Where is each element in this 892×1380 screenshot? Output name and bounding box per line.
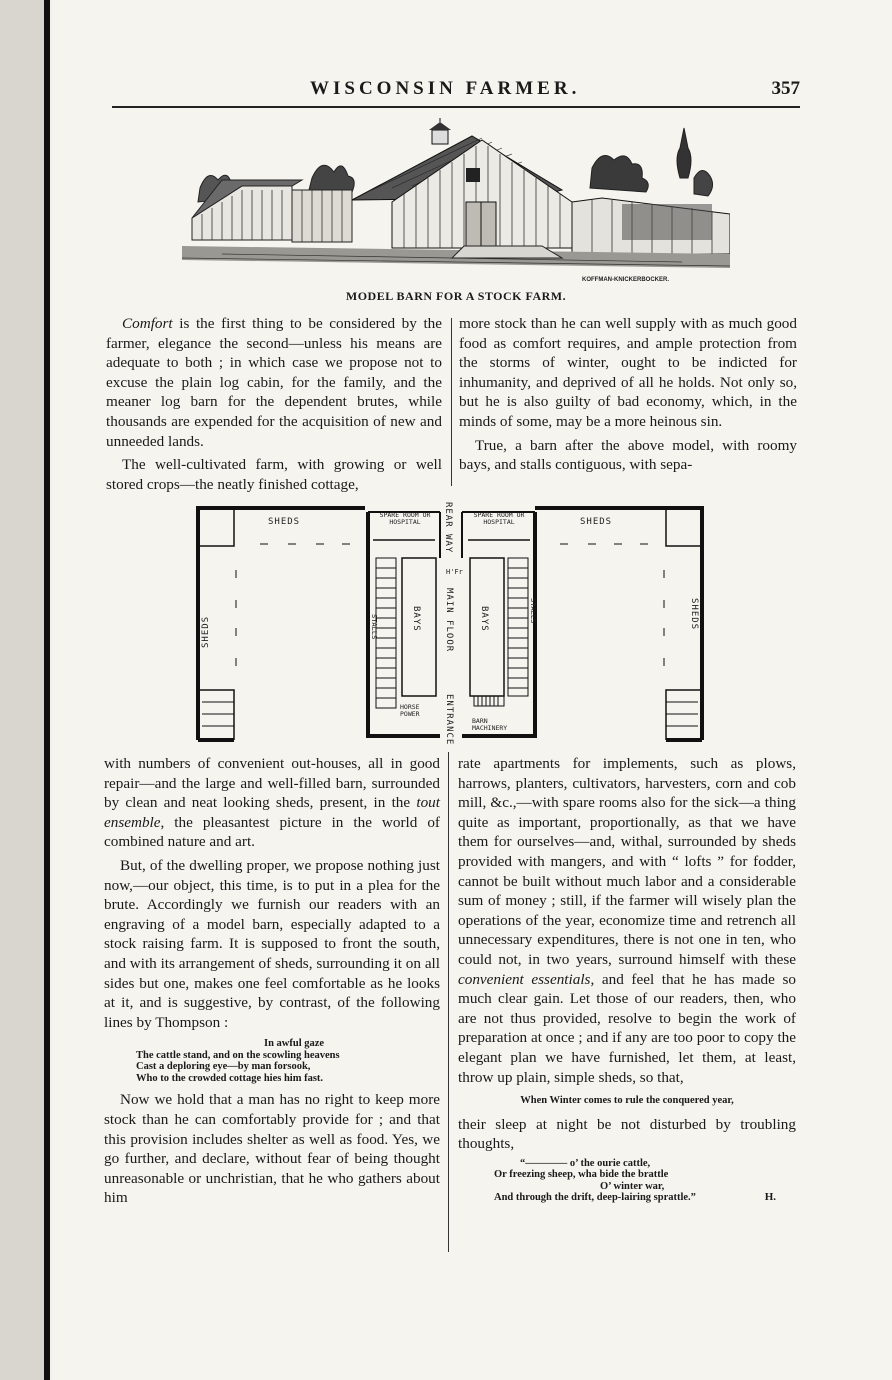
label-stalls-right: STALLS [529, 598, 537, 624]
poem-line [494, 1192, 796, 1204]
header-rule [112, 106, 800, 108]
poem-line: In awful gaze [264, 1038, 325, 1050]
paragraph: True, a barn after the above model, with roomy bays, and stalls contiguous, with sepa- [459, 436, 797, 474]
column-left-upper [106, 314, 442, 498]
paragraph-text: is the first thing to be considered by the farmer, elegance the second—unless his means are adequate to both ; in which case we propose not to excuse the plain log cabin, for the family, and the meaner log barn for the dependent brutes, while thousands are expended for the acquisition of new and unneeded lands. [106, 315, 442, 450]
poem-line: “———— o’ the ourie cattle, [520, 1157, 651, 1169]
poem-line: O’ winter war, [600, 1180, 665, 1192]
book-binding [0, 0, 46, 1380]
emphasis-comfort: Comfort [122, 315, 173, 332]
paragraph: Now we hold that a man has no right to keep more stock than he can comfortably provide for ; and that this provision includes shelter as well as food. Yes, we go further, and declare, without fear of being thought unreasonable or unchristian, that he who gathers about him [104, 1091, 440, 1207]
paragraph: their sleep at night be not disturbed by troubling thoughts, [458, 1115, 796, 1153]
emphasis-tout-ensemble: tout ensemble [104, 794, 440, 831]
paragraph: But, of the dwelling proper, we propose nothing just now,—our object, this time, is to put in a plea for the brute. Accordingly we furnish our readers with an engraving of a model barn, especially adapted to a stock raising farm. It is supposed to front the south, and with its arrangement of sheds, surrounding it on all sides but one, makes one feel comfortable as he looks at it, and is suggestive, by contrast, of the following lines by Thompson : [104, 856, 440, 1031]
barn-floor-plan [190, 498, 710, 748]
label-main-floor: MAIN FLOOR [444, 588, 454, 653]
paragraph-text: , the pleasantest picture in the world of combined nature and art. [104, 813, 440, 851]
poem-line-text: And through the drift, deep-lairing sprattle.” [494, 1192, 696, 1204]
label-spare-room-left: SPARE ROOM OR HOSPITAL [379, 512, 431, 526]
column-right-upper [459, 314, 797, 479]
engraver-credit: KOFFMAN-KNICKERBOCKER. [582, 277, 669, 283]
barn-engraving [182, 118, 730, 286]
paragraph-text: with numbers of convenient out-houses, all in good repair—and the large and well-filled barn, surrounded by clean and neat looking sheds, present, in the [104, 755, 440, 812]
author-signature: H. [764, 1191, 776, 1204]
page-number: 357 [771, 78, 800, 99]
poem-line: Or freezing sheep, wha bide the brattle [494, 1169, 669, 1181]
label-spare-room-right: SPARE ROOM OR HOSPITAL [473, 512, 525, 526]
figure-caption: MODEL BARN FOR A STOCK FARM. [345, 289, 567, 303]
poem-line: Cast a deploring eye—by man forsook, [136, 1061, 311, 1073]
emphasis-convenient-essentials: convenient essentials [458, 970, 591, 988]
paragraph-text: rate apartments for implements, such as plows, harrows, planters, cultivators, harvesters, corn and cob mill, &c.,—with spare rooms also for the sick—a thing quite as important, proportionally, as that we have them for ourselves—and, withal, surrounded by sheds provided with mangers, and with “ lofts ” for fodder, cannot be built without much labor and a considerable sum of money ; still, if the farmer will wisely plan the operations of the year, economize time and retrench all unnecessary expenditures, there is not one in ten, who could not, in two years, surround himself with these [458, 755, 796, 968]
label-sheds-right: SHEDS [689, 598, 699, 631]
label-sheds-left: SHEDS [201, 615, 211, 648]
poem-quote-burns [494, 1158, 796, 1204]
label-sheds-top-left: SHEDS [268, 517, 301, 527]
paragraph: The well-cultivated farm, with growing or well stored crops—the neatly finished cottage, [106, 456, 442, 493]
label-hole: H'Fr [446, 568, 463, 576]
label-sheds-top-right: SHEDS [580, 517, 613, 527]
label-bays-left: BAYS [411, 606, 421, 632]
paragraph [458, 754, 796, 1087]
page-header [112, 78, 800, 102]
poem-line: The cattle stand, and on the scowling heavens [136, 1049, 340, 1061]
label-entrance: ENTRANCE [444, 694, 454, 746]
paragraph [106, 314, 442, 451]
binding-edge [44, 0, 50, 1380]
label-rear-way: REAR WAY [443, 502, 453, 554]
label-horse-power: HORSE POWER [400, 704, 420, 718]
paragraph: more stock than he can well supply with as much good food as comfort requires, and ample protection from the storms of winter, ought to be indicted for inhumanity, and deprived of all he holds. Not only so, but he is also guilty of bad economy, which, in the minds of some, may be a more heinous sin. [459, 315, 797, 430]
column-right-lower [458, 754, 796, 1208]
running-title: WISCONSIN FARMER. [310, 78, 581, 99]
label-stalls-left: STALLS [370, 614, 378, 640]
column-rule [448, 752, 449, 1252]
label-barn-machinery: BARN MACHINERY [472, 718, 508, 732]
paragraph [104, 754, 440, 852]
column-left-lower [104, 754, 440, 1212]
label-bays-right: BAYS [479, 606, 489, 632]
poem-quote-thompson [136, 1038, 440, 1084]
column-rule [451, 318, 452, 486]
poem-line: When Winter comes to rule the conquered year, [520, 1095, 734, 1107]
paragraph-text: , and feel that he has made so much clear gain. Let those of our readers, then, who are not thus provided, resolve to begin the work of preparation at once ; and if any are too poor to copy the elegant plan we have furnished, let them, at least, throw up plain, simple sheds, so that, [458, 970, 796, 1086]
poem-line: Who to the crowded cottage hies him fast. [136, 1072, 324, 1084]
